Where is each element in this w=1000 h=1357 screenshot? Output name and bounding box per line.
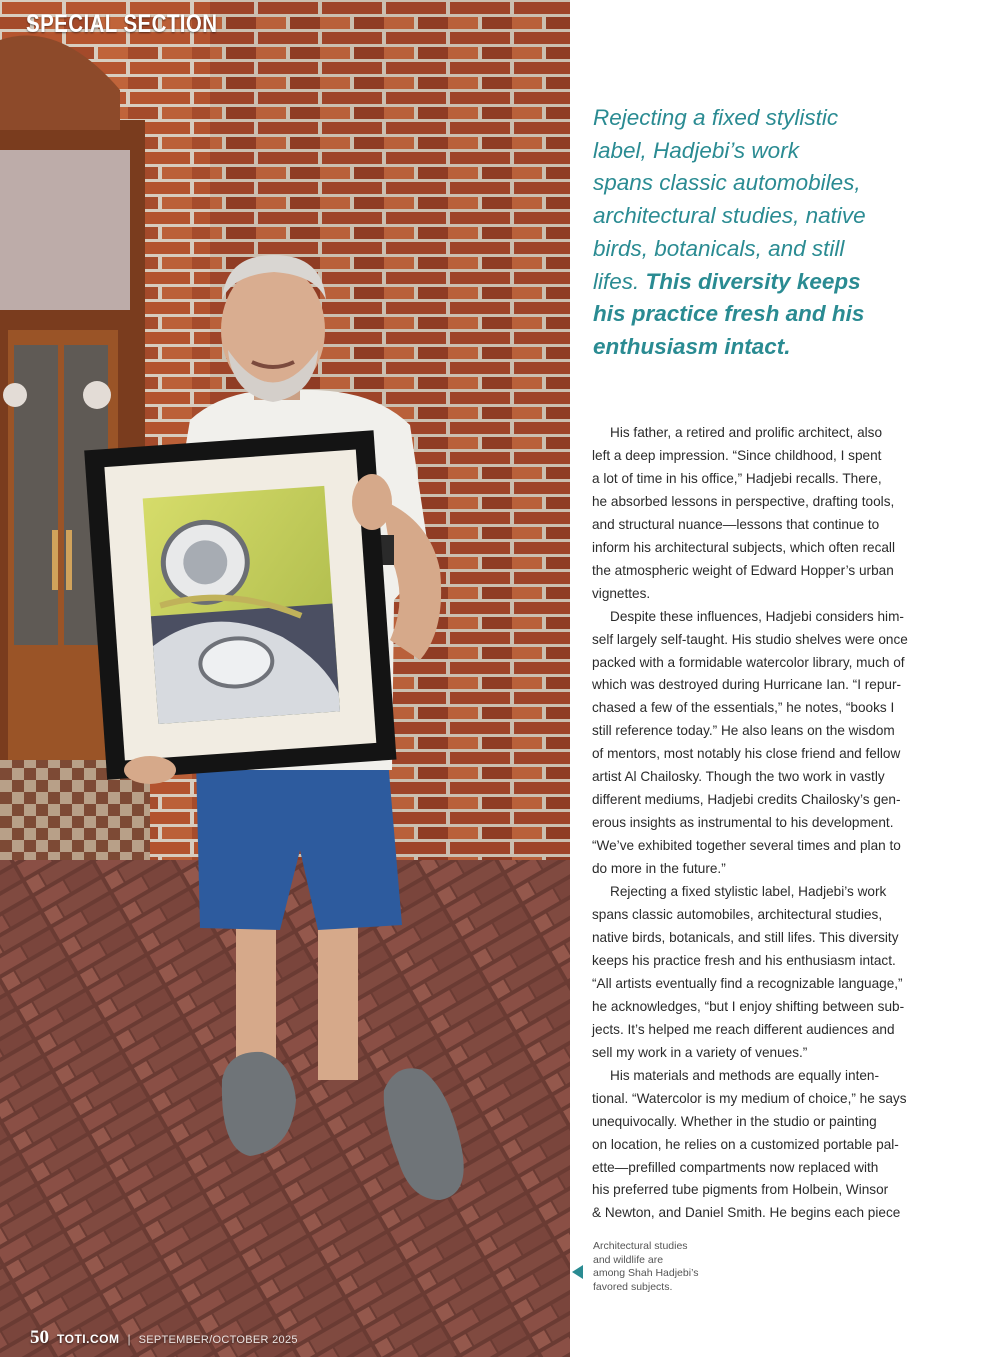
body-line: His materials and methods are equally inten- <box>610 1067 879 1083</box>
body-line: jects. It’s helped me reach different audiences and <box>592 1021 895 1037</box>
body-line: and structural nuance—lessons that continue to <box>592 516 880 532</box>
body-line: which was destroyed during Hurricane Ian. “I repur- <box>592 677 902 693</box>
page-folio <box>30 1327 298 1349</box>
body-line: vignettes. <box>592 585 651 601</box>
body-line: chased a few of the essentials,” he notes, “books I <box>592 700 895 716</box>
body-line: spans classic automobiles, architectural studies, <box>592 907 883 923</box>
body-line: on location, he relies on a customized portable pal- <box>592 1136 899 1152</box>
caption-line: and wildlife are <box>593 1253 664 1266</box>
body-line: inform his architectural subjects, which often recall <box>592 539 895 555</box>
pull-quote-emphasis: his practice fresh and his <box>593 301 865 327</box>
article-body <box>592 422 968 1225</box>
body-line: erous insights as instrumental to his development. <box>592 815 894 831</box>
body-line: “All artists eventually find a recognizable language,” <box>592 975 903 991</box>
body-paragraph <box>592 422 968 606</box>
body-line: he acknowledges, “but I enjoy shifting between sub- <box>592 998 905 1014</box>
body-line: his preferred tube pigments from Holbein, Winsor <box>592 1182 889 1198</box>
body-line: & Newton, and Daniel Smith. He begins each piece <box>592 1205 901 1221</box>
body-line: the atmospheric weight of Edward Hopper’s urban <box>592 562 894 578</box>
caption-line: favored subjects. <box>593 1280 673 1293</box>
body-line: packed with a formidable watercolor library, much of <box>592 654 905 670</box>
photo-caption <box>593 1240 743 1294</box>
pull-quote-line: birds, botanicals, and still <box>593 235 845 261</box>
body-line: Despite these influences, Hadjebi considers him- <box>610 608 904 624</box>
article-text-column <box>570 0 1000 1357</box>
body-line: he absorbed lessons in perspective, drafting tools, <box>592 493 895 509</box>
body-line: sell my work in a variety of venues.” <box>592 1044 808 1060</box>
magazine-site: TOTI.COM <box>57 1332 120 1346</box>
body-line: do more in the future.” <box>592 861 726 877</box>
pull-quote-line: lifes. <box>593 268 646 294</box>
body-line: different mediums, Hadjebi credits Chailosky’s gen- <box>592 792 901 808</box>
body-line: artist Al Chailosky. Though the two work in vastly <box>592 769 885 785</box>
pull-quote-line: architectural studies, native <box>593 203 866 229</box>
body-paragraph <box>592 606 968 881</box>
folio-separator: | <box>127 1332 131 1346</box>
pull-quote-emphasis: This diversity keeps <box>645 268 861 294</box>
body-line: keeps his practice fresh and his enthusiasm intact. <box>592 952 896 968</box>
body-line: ette—prefilled compartments now replaced with <box>592 1159 879 1175</box>
body-line: tional. “Watercolor is my medium of choice,” he says <box>592 1090 907 1106</box>
pull-quote-line: label, Hadjebi’s work <box>593 137 799 163</box>
pull-quote <box>593 102 923 364</box>
issue-date: SEPTEMBER/OCTOBER 2025 <box>138 1334 298 1346</box>
body-line: Rejecting a fixed stylistic label, Hadjebi’s work <box>610 884 887 900</box>
pull-quote-emphasis: enthusiasm intact. <box>593 333 791 359</box>
caption-line: among Shah Hadjebi’s <box>593 1267 699 1280</box>
body-line: His father, a retired and prolific architect, also <box>610 425 883 440</box>
page-number: 50 <box>30 1327 49 1348</box>
body-line: left a deep impression. “Since childhood, I spent <box>592 447 882 463</box>
caption-line: Architectural studies <box>593 1240 688 1252</box>
body-line: “We’ve exhibited together several times and plan to <box>592 838 901 854</box>
framed-painting <box>84 430 396 779</box>
pull-quote-line: spans classic automobiles, <box>593 170 861 196</box>
body-line: self largely self-taught. His studio shelves were once <box>592 631 908 647</box>
caption-pointer-icon <box>572 1265 583 1279</box>
body-line: still reference today.” He also leans on the wisdom <box>592 723 895 739</box>
body-paragraph <box>592 881 968 1065</box>
pull-quote-line: Rejecting a fixed stylistic <box>593 105 839 130</box>
section-label: SPECIAL SECTION <box>26 10 218 38</box>
body-line: a lot of time in his office,” Hadjebi recalls. There, <box>592 470 882 486</box>
body-paragraph <box>592 1065 968 1226</box>
body-line: native birds, botanicals, and still lifes. This diversity <box>592 929 899 945</box>
body-line: of mentors, most notably his close friend and fellow <box>592 746 901 762</box>
body-line: unequivocally. Whether in the studio or painting <box>592 1113 877 1129</box>
